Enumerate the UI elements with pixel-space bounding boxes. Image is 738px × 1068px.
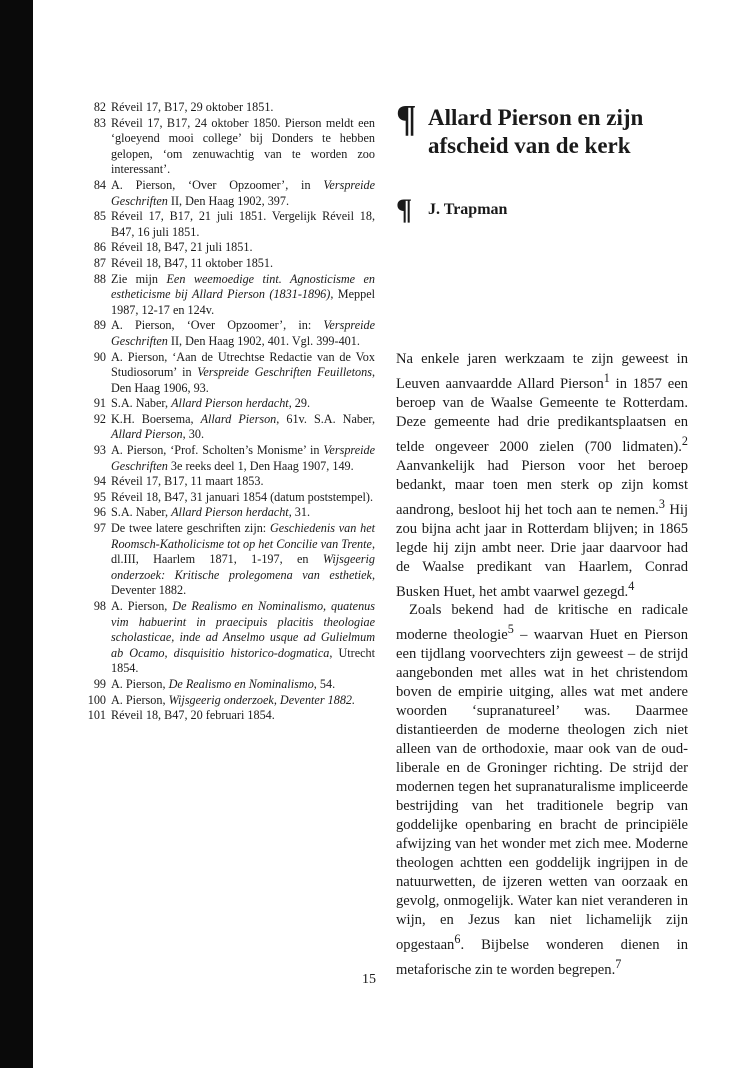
- endnote-number: 93: [93, 443, 106, 458]
- endnote-text: Réveil 18, B47, 11 oktober 1851.: [111, 255, 274, 270]
- endnote: [83, 116, 375, 178]
- article-title: Allard Pierson en zijn afscheid van de kerk: [428, 105, 644, 158]
- endnote: [83, 396, 375, 412]
- endnote-number: 99: [93, 676, 106, 691]
- endnote-text: Réveil 17, B17, 24 oktober 1850. Pierson meldt een ‘gloeyend mooi college’ bij Donders te hebben gelopen, ‘om zenuwachtig van te worden zoo interessant’.: [111, 115, 375, 177]
- endnote-text: A. Pierson, De Realismo en Nominalismo, 54.: [111, 676, 336, 691]
- endnote-text: A. Pierson, ‘Over Opzoomer’, in Verspreide Geschriften II, Den Haag 1902, 397.: [111, 177, 375, 208]
- endnote-number: 89: [93, 318, 106, 333]
- body-paragraph: Na enkele jaren werkzaam te zijn geweest in Leuven aanvaardde Allard Pierson$^1$ in 1857 een beroep van de Waalse Gemeente te Rotterdam. Deze gemeente had drie predikantsplaatsen en telde ongeveer 2000 zielen (700 lidmaten).$^2$ Aanvankelijk had Pierson voor het beroep bedankt, maar toen men sterk op zijn komst aandrong, besloot hij het toch aan te nemen.$^3$ Hij zou bijna acht jaar in Rotterdam blijven; in 1865 legde hij zijn ambt neer. Drie jaar daarvoor had de Waalse predikant van Haarlem, Conrad Busken Huet, het ambt vaarwel gezegd.$^4$: [396, 351, 689, 600]
- endnote: [83, 272, 375, 319]
- endnote: [83, 708, 375, 724]
- endnote-number: 95: [93, 489, 106, 504]
- endnote-number: 90: [93, 349, 106, 364]
- endnote-text: Réveil 18, B47, 21 juli 1851.: [111, 240, 253, 255]
- page-number: 15: [362, 972, 376, 987]
- endnote-text: S.A. Naber, Allard Pierson herdacht, 31.: [111, 505, 311, 520]
- endnote-number: 92: [93, 411, 106, 426]
- endnote-number: 91: [93, 396, 106, 411]
- endnote: [83, 505, 375, 521]
- endnote: [83, 256, 375, 272]
- endnote-text: Réveil 17, B17, 11 maart 1853.: [111, 474, 264, 489]
- endnote: [83, 443, 375, 474]
- endnote-number: 85: [93, 209, 106, 224]
- article-author: J. Trapman: [428, 201, 508, 218]
- endnote: [83, 178, 375, 209]
- endnote: [83, 474, 375, 490]
- endnote-number: 84: [93, 177, 106, 192]
- endnote-number: 88: [93, 271, 106, 286]
- endnote-text: A. Pierson, ‘Over Opzoomer’, in: Verspreide Geschriften II, Den Haag 1902, 401. Vgl. 399-401.: [111, 318, 375, 348]
- endnote: [83, 412, 375, 443]
- endnote-number: 100: [87, 692, 106, 707]
- endnote-text: S.A. Naber, Allard Pierson herdacht, 29.: [111, 396, 311, 411]
- endnote: [83, 490, 375, 506]
- endnote: [83, 318, 375, 349]
- scan-margin-strip: [0, 0, 33, 1068]
- endnotes-column: [83, 100, 375, 724]
- endnote-number: 94: [93, 474, 106, 489]
- endnote-text: A. Pierson, De Realismo en Nominalismo, quatenus vim habuerint in praecipuis placitis theologiae scholasticae, inde ad Anselmo usque ad Gulielmum ab Ocamo, disquisitio historico-dogmatica, Utrecht 1854.: [111, 599, 376, 676]
- endnote-text: De twee latere geschriften zijn: Geschiedenis van het Roomsch-Katholicisme tot op het Concilie van Trente, dl.III, Haarlem 1871, 1-197, en Wijsgeerig onderzoek: Kritische prolegomena van esthetiek, Deventer 1882.: [111, 521, 375, 598]
- endnote-number: 86: [93, 240, 106, 255]
- endnote-text: Réveil 17, B17, 21 juli 1851. Vergelijk Réveil 18, B47, 16 juli 1851.: [111, 209, 375, 239]
- pilcrow-icon: ¶: [396, 193, 413, 226]
- endnote-text: Réveil 18, B47, 20 februari 1854.: [111, 708, 275, 723]
- article-body: [396, 350, 688, 980]
- endnote-text: Réveil 18, B47, 31 januari 1854 (datum poststempel).: [111, 489, 373, 504]
- endnote-text: K.H. Boersema, Allard Pierson, 61v. S.A. Naber, Allard Pierson, 30.: [111, 411, 376, 442]
- endnote: [83, 209, 375, 240]
- endnote: [83, 100, 375, 116]
- endnote: [83, 521, 375, 599]
- endnote: [83, 240, 375, 256]
- endnote: [83, 693, 375, 709]
- endnote-number: 97: [93, 521, 106, 536]
- endnote-number: 87: [93, 255, 106, 270]
- endnote-text: A. Pierson, ‘Aan de Utrechtse Redactie van de Vox Studiosorum’ in Verspreide Geschriften Feuilletons, Den Haag 1906, 93.: [111, 349, 375, 395]
- endnote: [83, 677, 375, 693]
- endnote: [83, 599, 375, 677]
- endnote-number: 96: [93, 505, 106, 520]
- endnote-number: 98: [93, 599, 106, 613]
- endnote-number: 101: [87, 708, 106, 723]
- endnote-number: 82: [93, 100, 106, 114]
- endnote-text: Zie mijn Een weemoedige tint. Agnosticisme en estheticisme bij Allard Pierson (1831-1896), Meppel 1987, 12-17 en 124v.: [111, 271, 375, 317]
- endnote-number: 83: [93, 115, 106, 130]
- endnote: [83, 350, 375, 397]
- endnote-text: A. Pierson, Wijsgeerig onderzoek, Deventer 1882.: [111, 692, 356, 707]
- pilcrow-icon: ¶: [396, 98, 417, 140]
- body-paragraph: Zoals bekend had de kritische en radicale moderne theologie$^5$ – waarvan Huet en Pierson een tijdlang voorvechters zijn geweest – de strijd aangebonden met alles wat in het christendom boven de empirie uitging, alles wat met andere woorden ‘supranatureel’ was. Daarmee distantieerden de moderne theologen zich niet alleen van de orthodoxie, maar ook van de oud-liberale en de Groninger richting. De strijd der modernen tegen het supranaturalisme impliceerde bestrijding van het traditionele begrip van goddelijke openbaring en bracht de principiële afwijzing van het wonder met zich mee. Moderne theologen achtten een goddelijk ingrijpen in de natuurwetten, de ijzeren wetten van oorzaak en gevolg, onmogelijk. Water kan niet veranderen in wijn, en Jezus kan niet lichamelijk zijn opgestaan$^6$. Bijbelse wonderen dienen in metaforische zin te worden begrepen.$^7$: [396, 602, 688, 979]
- endnote-text: A. Pierson, ‘Prof. Scholten’s Monisme’ in Verspreide Geschriften 3e reeks deel 1, Den Haag 1907, 149.: [111, 443, 375, 473]
- endnote-text: Réveil 17, B17, 29 oktober 1851.: [111, 100, 274, 114]
